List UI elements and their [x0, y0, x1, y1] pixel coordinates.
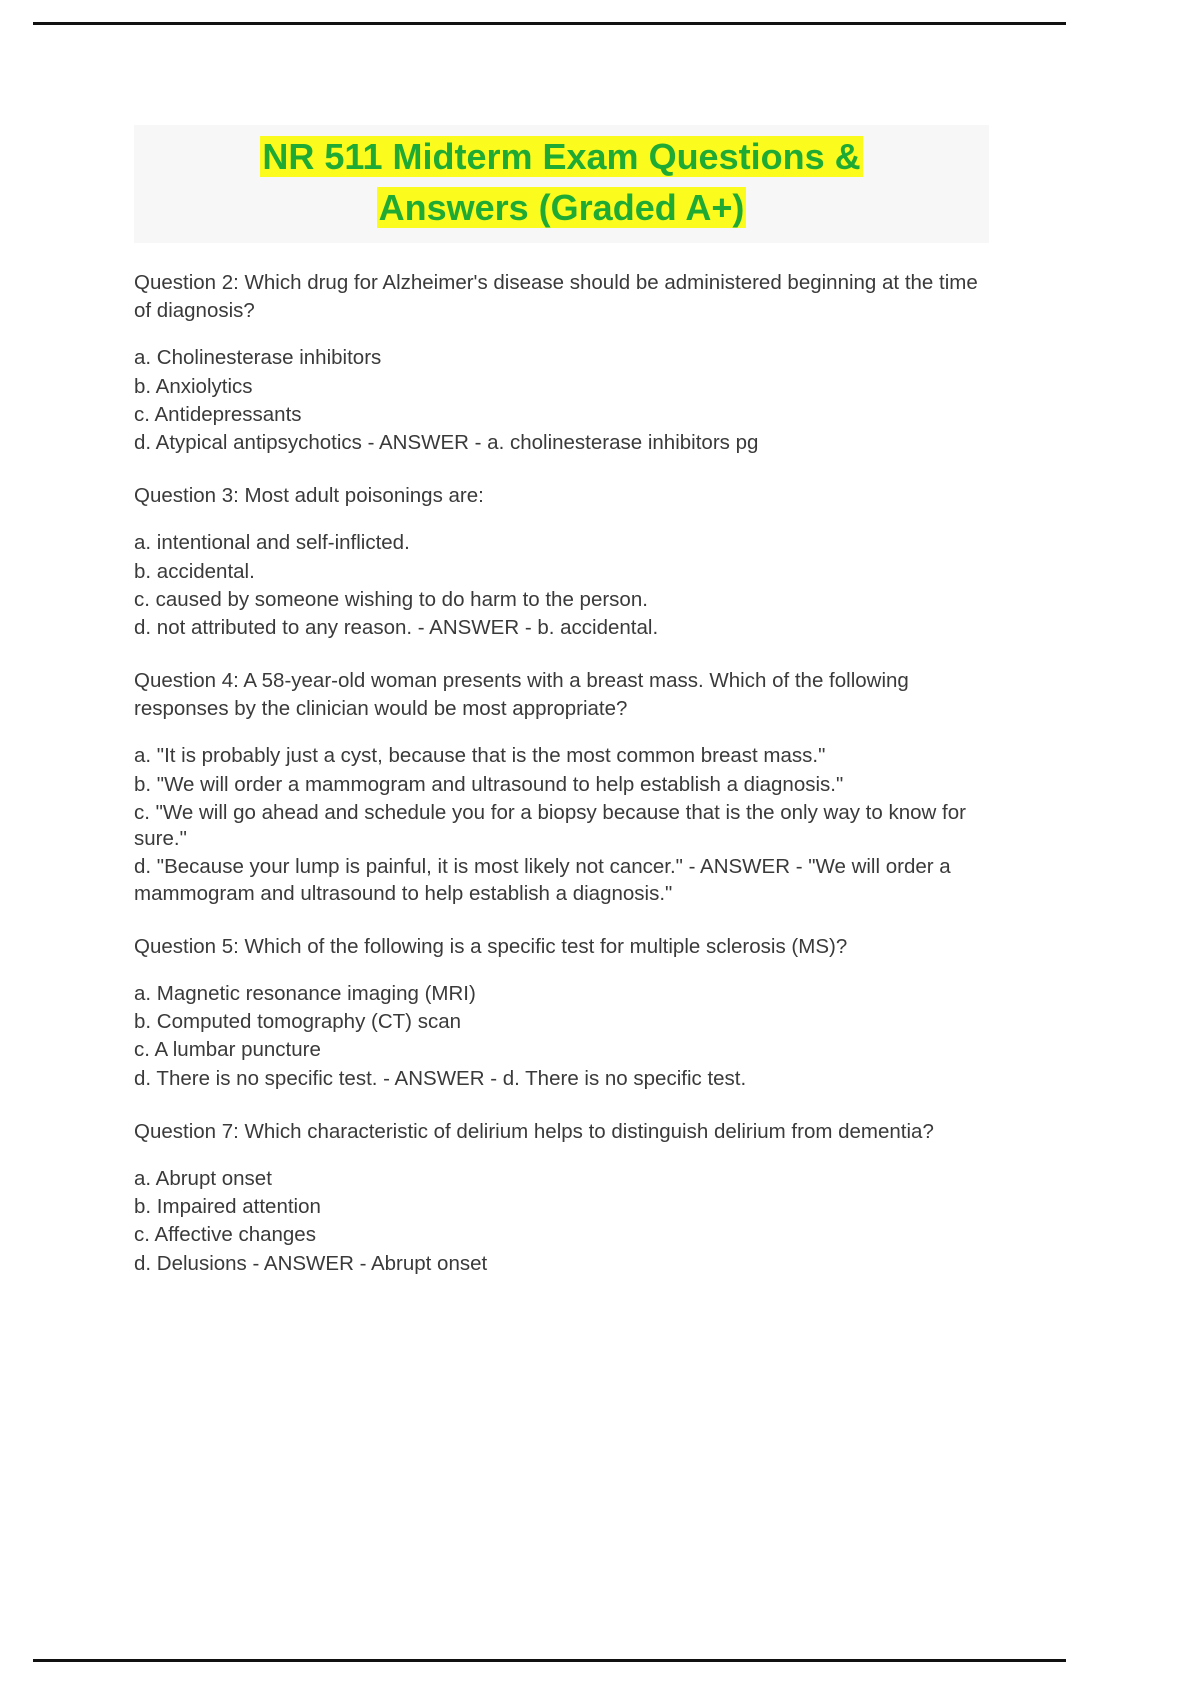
document-content: [134, 125, 989, 1303]
option-item: c. A lumbar puncture: [134, 1038, 321, 1062]
option-item: c. Antidepressants: [134, 402, 302, 426]
option-item: a. Abrupt onset: [134, 1166, 272, 1190]
question-text: Question 3: Most adult poisonings are:: [134, 484, 484, 508]
question-block: [134, 269, 989, 456]
option-item: a. Magnetic resonance imaging (MRI): [134, 981, 476, 1005]
question-text: Question 4: A 58-year-old woman presents with a breast mass. Which of the following responses by the clinician would be most appropriate?: [134, 669, 909, 721]
option-item: c. "We will go ahead and schedule you for a biopsy because that is the only way to know for sure.": [134, 800, 966, 851]
option-list: [134, 743, 989, 906]
document-sheet: [33, 22, 1066, 1662]
option-item: d. Delusions - ANSWER - Abrupt onset: [134, 1251, 488, 1275]
option-item: a. intentional and self-inflicted.: [134, 531, 410, 555]
question-text: Question 5: Which of the following is a specific test for multiple sclerosis (MS)?: [134, 934, 848, 958]
question-block: [134, 482, 989, 641]
option-item: b. accidental.: [134, 559, 255, 583]
page-title: [134, 125, 989, 243]
question-text: Question 7: Which characteristic of delirium helps to distinguish delirium from dementia?: [134, 1119, 934, 1143]
page-title-line-1: NR 511 Midterm Exam Questions &: [262, 136, 861, 177]
option-item: d. There is no specific test. - ANSWER - d. There is no specific test.: [134, 1066, 747, 1090]
question-block: [134, 667, 989, 907]
option-list: [134, 345, 989, 456]
option-item: d. not attributed to any reason. - ANSWER - b. accidental.: [134, 616, 659, 640]
option-item: b. Anxiolytics: [134, 374, 253, 398]
option-list: [134, 1166, 989, 1277]
question-block: [134, 933, 989, 1092]
option-item: b. Impaired attention: [134, 1195, 321, 1219]
option-item: d. "Because your lump is painful, it is most likely not cancer." - ANSWER - "We will order a mammogram and ultrasound to help establish a diagnosis.": [134, 855, 951, 905]
option-item: a. "It is probably just a cyst, because that is the most common breast mass.": [134, 744, 826, 768]
question-text: Question 2: Which drug for Alzheimer's disease should be administered beginning at the time of diagnosis?: [134, 271, 978, 323]
option-item: a. Cholinesterase inhibitors: [134, 346, 382, 370]
option-item: b. "We will order a mammogram and ultrasound to help establish a diagnosis.": [134, 772, 844, 796]
page-title-line-2: Answers (Graded A+): [378, 187, 745, 229]
option-item: d. Atypical antipsychotics - ANSWER - a. cholinesterase inhibitors pg: [134, 431, 759, 455]
option-item: c. caused by someone wishing to do harm to the person.: [134, 587, 648, 611]
option-list: [134, 981, 989, 1092]
option-list: [134, 530, 989, 641]
option-item: c. Affective changes: [134, 1223, 316, 1247]
option-item: b. Computed tomography (CT) scan: [134, 1010, 461, 1034]
question-block: [134, 1118, 989, 1277]
